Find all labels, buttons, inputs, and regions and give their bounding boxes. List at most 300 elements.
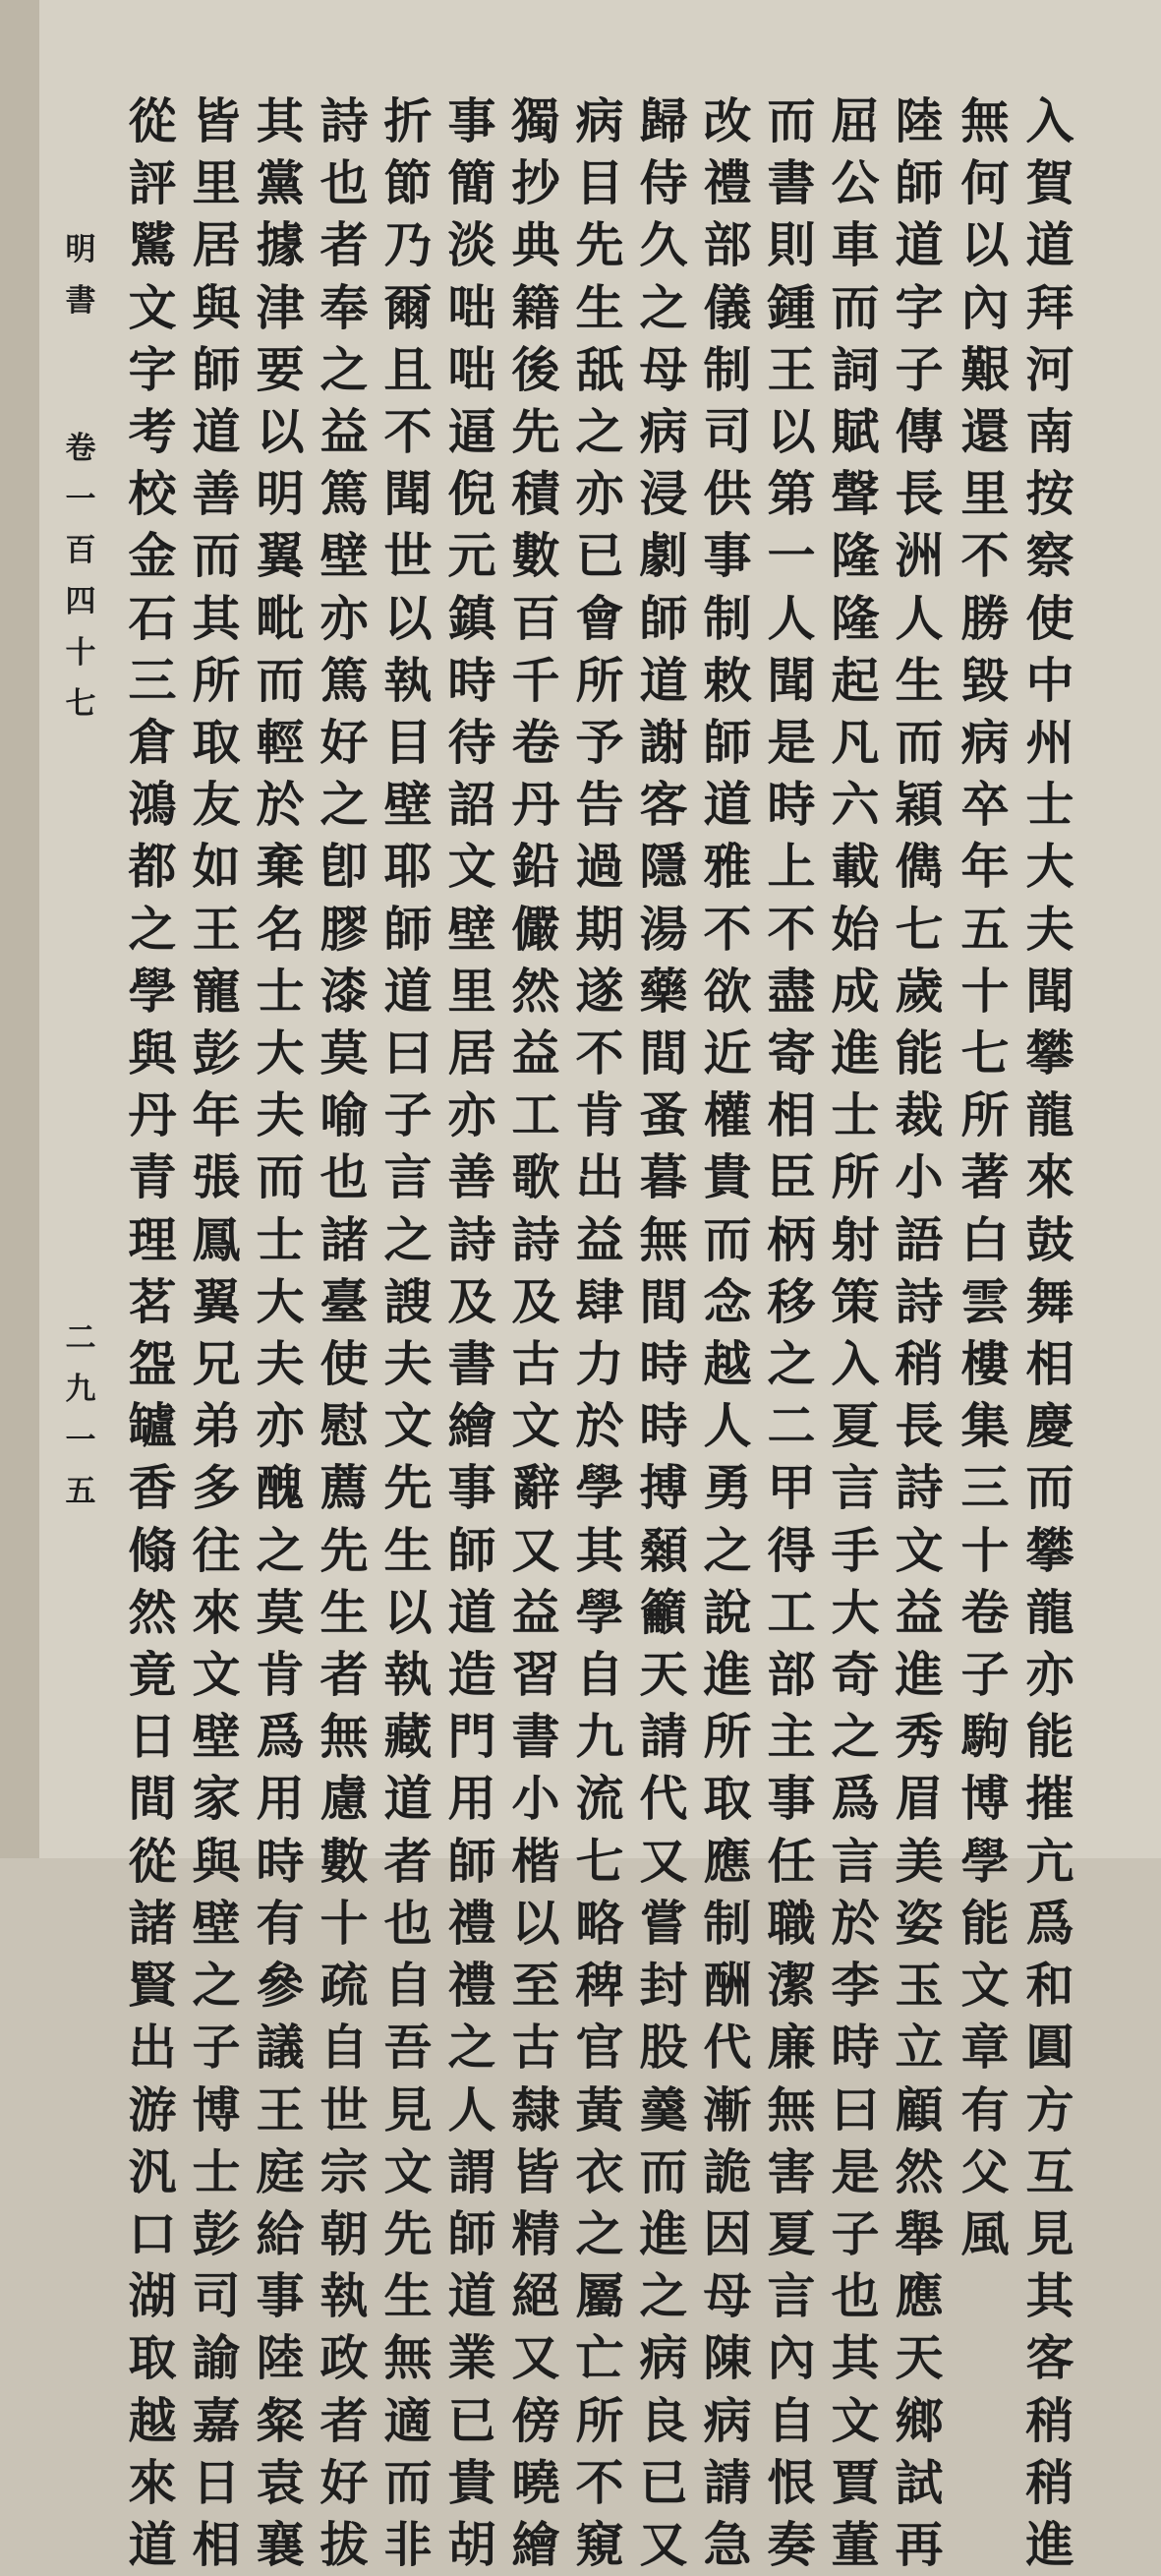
character: 茗 [128,1272,177,1330]
character: 七 [895,900,944,958]
character: 皆 [192,92,241,149]
character: 潔 [767,1957,816,2015]
character: 明 [256,465,305,523]
text-column-14 [187,90,246,2576]
character: 莫 [319,1025,369,1083]
character: 文 [895,1521,944,1579]
character: 稗 [575,1957,624,2015]
character: 夫 [256,1086,305,1144]
margin-page-number [61,1313,100,1517]
character: 之 [256,1521,305,1579]
character: 駒 [960,1708,1010,1766]
character: 世 [383,527,433,585]
character: 賈 [831,2453,880,2511]
character: 窺 [575,2515,624,2573]
character: 學 [575,1459,624,1517]
character: 以 [383,589,433,647]
character: 執 [319,2267,369,2325]
character: 暮 [639,1148,688,1206]
character: 越 [703,1335,752,1393]
character: 第 [767,465,816,523]
character: 隆 [831,589,880,647]
character: 吾 [383,2019,433,2077]
character: 大 [831,1583,880,1641]
character: 與 [192,278,241,336]
character: 袁 [256,2453,305,2511]
text-column-9 [506,90,565,2576]
character: 鄉 [895,2391,944,2449]
character: 不 [960,527,1010,585]
character: 小 [511,1770,560,1828]
character: 事 [447,92,496,149]
character: 也 [831,2267,880,2325]
character: 也 [383,1894,433,1952]
character: 而 [703,1210,752,1268]
character: 卷 [511,714,560,772]
character: 津 [256,278,305,336]
character: 給 [256,2204,305,2262]
character: 酬 [703,1957,752,2015]
character: 九 [575,1708,624,1766]
character: 之 [575,2204,624,2262]
character: 折 [383,92,433,149]
character: 名 [256,900,305,958]
character: 居 [447,1025,496,1083]
character: 評 [128,154,177,212]
character: 父 [960,2142,1010,2200]
character: 玉 [895,1957,944,2015]
character: 籍 [511,278,560,336]
character: 十 [960,1521,1010,1579]
character: 取 [703,1770,752,1828]
character: 龍 [1025,1583,1074,1641]
character: 三 [960,1459,1010,1517]
character: 里 [447,962,496,1020]
character: 方 [1025,2080,1074,2138]
character: 改 [703,92,752,149]
character: 亢 [1025,1832,1074,1890]
character: 雅 [703,838,752,896]
character: 人 [895,589,944,647]
character: 丹 [511,776,560,834]
character: 士 [256,1210,305,1268]
character: 諸 [319,1210,369,1268]
character: 中 [1025,651,1074,709]
character: 時 [639,1397,688,1455]
character: 歲 [895,962,944,1020]
character: 病 [639,2329,688,2387]
character: 能 [895,1025,944,1083]
character: 善 [447,1148,496,1206]
character: 已 [447,2391,496,2449]
character: 舞 [1025,1272,1074,1330]
character: 騭 [128,216,177,274]
character: 進 [895,1646,944,1704]
character: 其 [192,589,241,647]
character: 任 [767,1832,816,1890]
character: 文 [128,278,177,336]
character: 久 [639,216,688,274]
character: 供 [703,465,752,523]
character: 子 [192,2019,241,2077]
character: 因 [703,2204,752,2262]
character: 至 [511,1957,560,2015]
character: 楷 [511,1832,560,1890]
character: 語 [895,1210,944,1268]
character: 而 [383,2453,433,2511]
character: 道 [447,2267,496,2325]
character: 鼓 [1025,1210,1074,1268]
character: 而 [767,92,816,149]
character: 客 [1025,2329,1074,2387]
character: 臺 [319,1272,369,1330]
character: 之 [639,278,688,336]
character: 間 [639,1272,688,1330]
character: 應 [703,1832,752,1890]
character: 不 [703,900,752,958]
character: 車 [831,216,880,274]
character: 湖 [128,2267,177,2325]
character: 之 [639,2267,688,2325]
character: 何 [960,154,1010,212]
character: 明 [65,232,96,267]
character: 相 [192,2515,241,2573]
character: 欲 [703,962,752,1020]
character: 詩 [447,1210,496,1268]
character: 藏 [383,1708,433,1766]
character: 生 [575,278,624,336]
character: 千 [511,651,560,709]
character: 習 [511,1646,560,1704]
character: 則 [767,216,816,274]
character: 盡 [767,962,816,1020]
character: 士 [831,1086,880,1144]
character: 繪 [511,2515,560,2573]
character: 庭 [256,2142,305,2200]
character: 言 [831,1832,880,1890]
character: 詩 [895,1272,944,1330]
character: 自 [383,1957,433,2015]
character: 眉 [895,1770,944,1828]
character: 參 [256,1957,305,2015]
character: 辭 [511,1459,560,1517]
character: 二 [65,1320,96,1356]
character: 耶 [383,838,433,896]
character: 歸 [639,92,688,149]
character: 陸 [256,2329,305,2387]
character: 好 [319,714,369,772]
character: 所 [960,1086,1010,1144]
character: 以 [256,403,305,461]
character: 爾 [383,278,433,336]
character: 籲 [639,1583,688,1641]
character: 壁 [319,527,369,585]
character: 百 [511,589,560,647]
character: 王 [256,2080,305,2138]
character: 舉 [895,2204,944,2262]
character: 師 [639,589,688,647]
character: 謂 [447,2142,496,2200]
character: 陳 [703,2329,752,2387]
character: 博 [192,2080,241,2138]
character: 丹 [128,1086,177,1144]
character: 游 [128,2080,177,2138]
character: 攀 [1025,1025,1074,1083]
character: 手 [831,1521,880,1579]
character: 能 [1025,1708,1074,1766]
character: 時 [767,776,816,834]
margin-book-title [61,224,100,326]
character: 學 [128,962,177,1020]
character: 人 [767,589,816,647]
character: 所 [575,2391,624,2449]
character: 詩 [319,92,369,149]
character: 後 [511,340,560,398]
character: 風 [960,2204,1010,2262]
character: 金 [128,527,177,585]
character: 文 [383,1397,433,1455]
character: 盌 [128,1335,177,1393]
character: 王 [767,340,816,398]
character: 無 [383,2329,433,2387]
character: 七 [960,1025,1010,1083]
character: 也 [319,1148,369,1206]
character: 適 [383,2391,433,2449]
character: 用 [447,1770,496,1828]
character: 道 [447,1583,496,1641]
text-column-6 [698,90,757,2576]
character: 貴 [703,1148,752,1206]
character: 相 [1025,1335,1074,1393]
character: 起 [831,651,880,709]
character: 諸 [128,1894,177,1952]
character: 倪 [447,465,496,523]
character: 近 [703,1025,752,1083]
character: 二 [767,1397,816,1455]
character: 無 [767,2080,816,2138]
character: 士 [192,2142,241,2200]
character: 司 [192,2267,241,2325]
character: 歌 [511,1148,560,1206]
character: 詔 [447,776,496,834]
character: 禮 [447,1894,496,1952]
character: 宗 [319,2142,369,2200]
text-column-10 [442,90,501,2576]
character: 生 [319,1583,369,1641]
character: 黨 [256,154,305,212]
character: 夫 [256,1335,305,1393]
text-column-3 [890,90,949,2576]
character: 鴻 [128,776,177,834]
character: 絕 [511,2267,560,2325]
text-column-4 [826,90,885,2576]
character: 母 [639,340,688,398]
character: 古 [511,2019,560,2077]
character: 書 [767,154,816,212]
character: 劇 [639,527,688,585]
character: 搏 [639,1459,688,1517]
character: 貴 [447,2453,496,2511]
character: 漸 [703,2080,752,2138]
character: 工 [511,1086,560,1144]
character: 相 [767,1086,816,1144]
character: 其 [256,92,305,149]
character: 用 [256,1770,305,1828]
character: 越 [128,2391,177,2449]
character: 而 [256,1148,305,1206]
character: 自 [767,2391,816,2449]
character: 制 [703,1894,752,1952]
character: 道 [128,2515,177,2573]
character: 聞 [1025,962,1074,1020]
character: 生 [383,1521,433,1579]
character: 客 [639,776,688,834]
character: 職 [767,1894,816,1952]
character: 非 [383,2515,433,2573]
character: 進 [703,1646,752,1704]
character: 考 [128,403,177,461]
character: 者 [319,1646,369,1704]
character: 鉛 [511,838,560,896]
character: 文 [192,1646,241,1704]
character: 期 [575,900,624,958]
character: 取 [128,2329,177,2387]
character: 一 [65,1423,96,1458]
character: 力 [575,1335,624,1393]
character: 得 [767,1521,816,1579]
character: 遂 [575,962,624,1020]
character: 言 [383,1148,433,1206]
character: 鳳 [192,1210,241,1268]
character: 罏 [128,1397,177,1455]
character: 目 [575,154,624,212]
character: 夫 [383,1335,433,1393]
character: 諭 [192,2329,241,2387]
character: 粲 [256,2391,305,2449]
character: 入 [831,1335,880,1393]
character: 成 [831,962,880,1020]
character: 浸 [639,465,688,523]
character: 衣 [575,2142,624,2200]
character: 日 [128,1708,177,1766]
character: 再 [895,2515,944,2573]
character: 間 [639,1025,688,1083]
character: 議 [256,2019,305,2077]
character: 先 [575,216,624,274]
character: 文 [447,838,496,896]
character: 道 [639,651,688,709]
character: 子 [831,2204,880,2262]
character: 者 [319,2391,369,2449]
character: 見 [383,2080,433,2138]
character: 無 [960,92,1010,149]
character: 夫 [1025,900,1074,958]
character: 又 [511,2329,560,2387]
character: 拜 [1025,278,1074,336]
character: 道 [383,962,433,1020]
character: 圓 [1025,2019,1074,2077]
character: 病 [703,2391,752,2449]
character: 精 [511,2204,560,2262]
character: 爲 [831,1770,880,1828]
character: 移 [767,1272,816,1330]
character: 著 [960,1148,1010,1206]
character: 時 [831,2019,880,2077]
character: 壁 [192,1708,241,1766]
character: 侍 [639,154,688,212]
character: 甲 [767,1459,816,1517]
character: 不 [383,403,433,461]
character: 試 [895,2453,944,2511]
character: 已 [639,2453,688,2511]
character: 以 [960,216,1010,274]
character: 之 [319,776,369,834]
character: 所 [831,1148,880,1206]
character: 進 [831,1025,880,1083]
character: 集 [960,1397,1010,1455]
character: 與 [192,1832,241,1890]
character: 肆 [575,1272,624,1330]
character: 者 [319,216,369,274]
character: 間 [128,1770,177,1828]
character: 詩 [895,1459,944,1517]
character: 攀 [1025,1521,1074,1579]
character: 進 [1025,2515,1074,2573]
character: 弟 [192,1397,241,1455]
character: 賦 [831,403,880,461]
character: 卷 [65,431,96,466]
character: 薦 [319,1459,369,1517]
character: 子 [383,1086,433,1144]
character: 曉 [511,2453,560,2511]
character: 壁 [383,776,433,834]
character: 文 [511,1397,560,1455]
character: 取 [192,714,241,772]
character: 先 [383,1459,433,1517]
character: 白 [960,1210,1010,1268]
character: 年 [960,838,1010,896]
character: 待 [447,714,496,772]
character: 所 [192,651,241,709]
character: 亦 [447,1086,496,1144]
character: 先 [511,403,560,461]
character: 部 [767,1646,816,1704]
text-column-13 [251,90,310,2576]
character: 目 [383,714,433,772]
character: 十 [319,1894,369,1952]
character: 樓 [960,1335,1010,1393]
character: 之 [831,1708,880,1766]
character: 龍 [1025,1086,1074,1144]
character: 代 [703,2019,752,2077]
character: 州 [1025,714,1074,772]
character: 射 [831,1210,880,1268]
character: 亦 [1025,1646,1074,1704]
character: 之 [447,2019,496,2077]
character: 書 [447,1335,496,1393]
character: 毀 [960,651,1010,709]
character: 見 [1025,2204,1074,2262]
character: 官 [575,2019,624,2077]
character: 師 [447,1521,496,1579]
character: 長 [895,1397,944,1455]
character: 朝 [319,2204,369,2262]
character: 先 [383,2204,433,2262]
character: 禮 [447,1957,496,2015]
character: 無 [319,1708,369,1766]
character: 日 [192,2453,241,2511]
character: 舐 [575,340,624,398]
